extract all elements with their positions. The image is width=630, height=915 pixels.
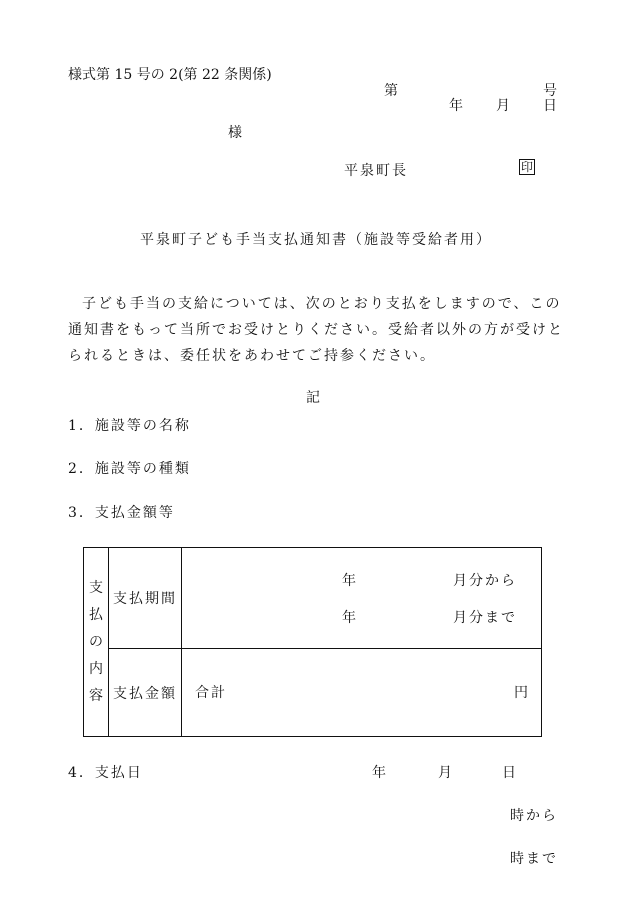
side-char: 払 [89, 606, 103, 623]
item-payment-date: 4．支払日 [68, 765, 143, 781]
pay-date-month: 月 [438, 765, 452, 781]
document-title: 平泉町子ども手当支払通知書（施設等受給者用） [140, 232, 492, 248]
pay-time-to: 時まで [510, 851, 558, 867]
pay-date-year: 年 [372, 765, 386, 781]
seal-icon: 印 [521, 160, 534, 174]
pay-time-from: 時から [510, 808, 558, 824]
payment-period-cell [182, 548, 542, 649]
date-month: 月 [496, 98, 510, 114]
date-year: 年 [449, 98, 463, 114]
payment-amount-label: 支払金額 [109, 649, 182, 737]
issuer-name: 平泉町長 [344, 163, 408, 179]
form-reference: 様式第 15 号の 2(第 22 条関係) [68, 67, 272, 83]
addressee-sama: 様 [228, 125, 242, 141]
doc-number-go: 号 [543, 83, 557, 99]
payment-contents-label [84, 548, 109, 737]
pay-date-day: 日 [502, 765, 516, 781]
side-char: 支 [89, 579, 103, 596]
item-facility-type: 2．施設等の種類 [68, 461, 191, 477]
period-to-year: 年 [342, 610, 356, 626]
side-char: の [89, 633, 103, 650]
seal-mark [519, 159, 535, 175]
side-char: 容 [89, 687, 103, 704]
payment-details-table [83, 547, 542, 737]
notice-body [68, 291, 568, 369]
period-from-month: 月分から [453, 573, 517, 589]
item-facility-name: 1．施設等の名称 [68, 418, 191, 434]
yen-unit: 円 [514, 685, 528, 701]
payment-period-label: 支払期間 [109, 548, 182, 649]
notice-body-text: 子ども手当の支給については、次のとおり支払をしますので、この通知書をもって当所でお受けとりください。受給者以外の方が受けとられるときは、委任状をあわせてご持参ください。 [68, 296, 564, 364]
ki-heading: 記 [306, 390, 320, 406]
item-payment-amount: 3．支払金額等 [68, 505, 175, 521]
doc-number-dai: 第 [384, 83, 398, 99]
payment-amount-cell [182, 649, 542, 737]
period-from-year: 年 [342, 573, 356, 589]
total-label: 合計 [195, 685, 227, 701]
side-char: 内 [89, 660, 103, 677]
period-to-month: 月分まで [453, 610, 517, 626]
date-day: 日 [543, 98, 557, 114]
